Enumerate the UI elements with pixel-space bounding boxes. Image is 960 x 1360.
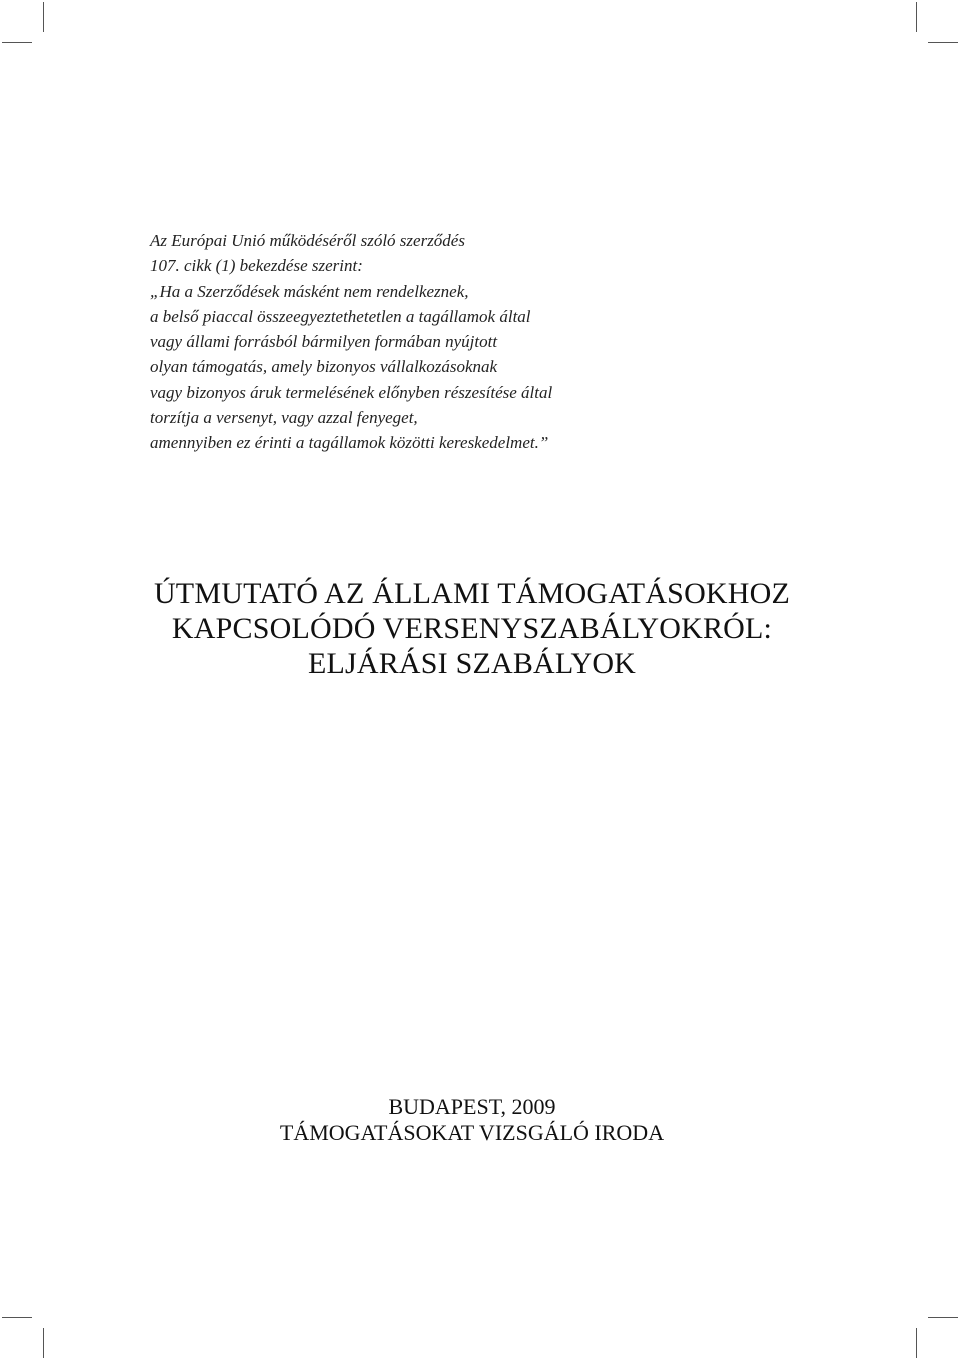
place-year: BUDAPEST, 2009 [388, 1094, 556, 1119]
quote-line: „Ha a Szerződések másként nem rendelkeznek, [150, 281, 469, 301]
crop-mark-bottom-right-horizontal [928, 1317, 958, 1318]
title-line: KAPCSOLÓDÓ VERSENYSZABÁLYOKRÓL: [171, 612, 773, 645]
quote-line: a belső piaccal összeegyeztethetetlen a tagállamok által [150, 306, 531, 326]
title-line: ÚTMUTATÓ AZ ÁLLAMI TÁMOGATÁSOKHOZ [153, 577, 791, 610]
publisher: TÁMOGATÁSOKAT VIZSGÁLÓ IRODA [279, 1120, 665, 1145]
document-title [0, 576, 944, 681]
crop-mark-top-right-vertical [916, 2, 917, 32]
quote-line: vagy bizonyos áruk termelésének előnyben részesítése által [150, 382, 553, 402]
quote-line: torzítja a versenyt, vagy azzal fenyeget, [150, 408, 418, 428]
quote-line: amennyiben ez érinti a tagállamok közötti kereskedelmet.” [150, 433, 549, 453]
crop-mark-bottom-left-vertical [43, 1328, 44, 1358]
crop-mark-bottom-right-vertical [916, 1328, 917, 1358]
title-line: ELJÁRÁSI SZABÁLYOK [307, 647, 637, 680]
crop-mark-top-left-vertical [43, 2, 44, 32]
crop-mark-top-left-horizontal [2, 42, 32, 43]
crop-mark-top-right-horizontal [928, 42, 958, 43]
quote-line: 107. cikk (1) bekezdése szerint: [150, 256, 363, 276]
quote-line: olyan támogatás, amely bizonyos vállalkozásoknak [150, 357, 498, 377]
imprint [0, 1094, 944, 1146]
quote-line: Az Európai Unió működéséről szóló szerződés [150, 231, 465, 250]
treaty-quote [150, 228, 850, 456]
quote-line: vagy állami forrásból bármilyen formában nyújtott [150, 332, 498, 352]
crop-mark-bottom-left-horizontal [2, 1317, 32, 1318]
